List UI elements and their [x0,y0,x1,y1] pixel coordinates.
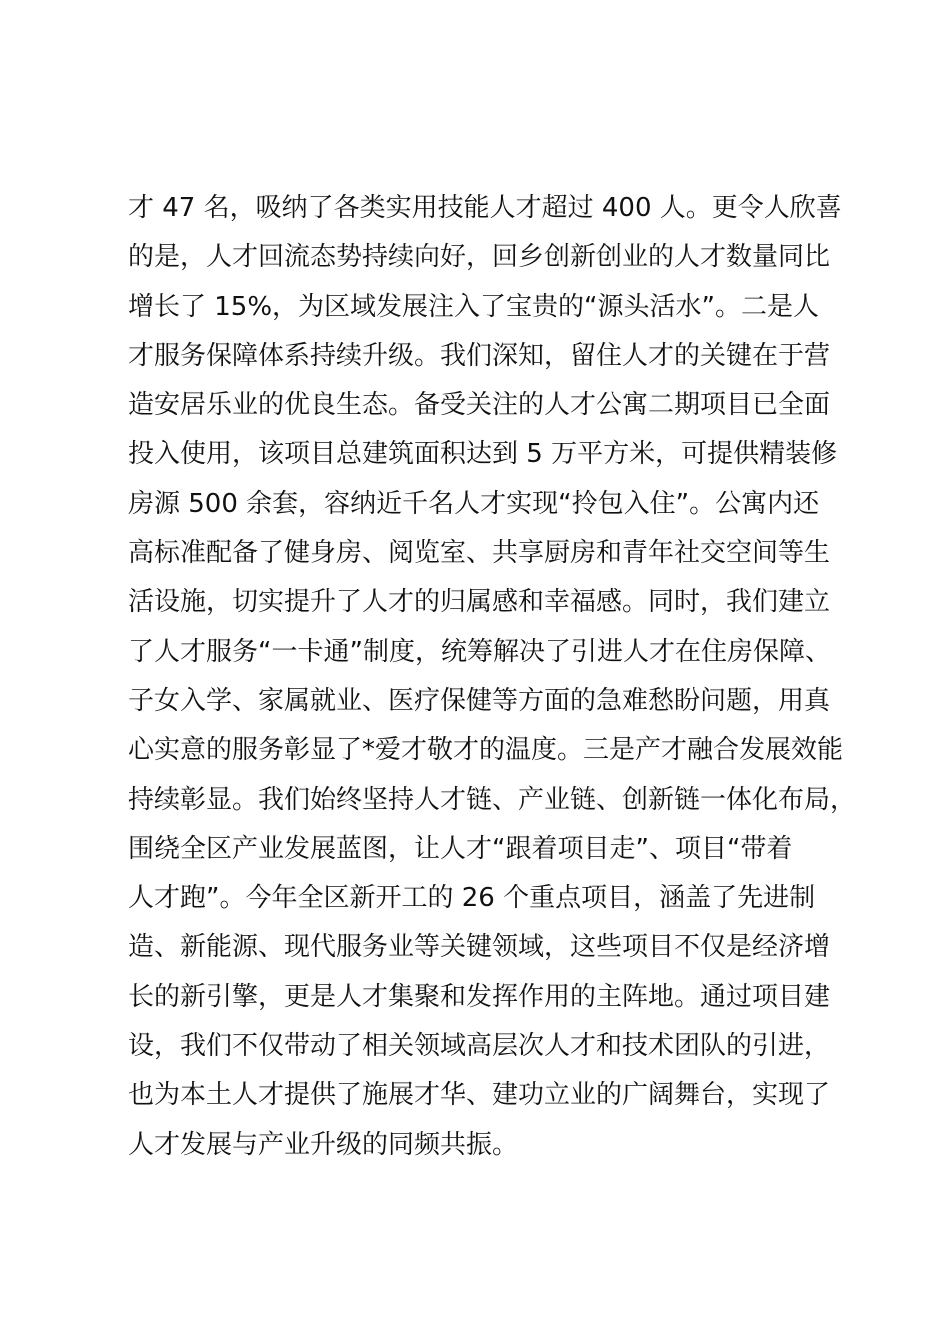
text-line: 子女入学、家属就业、医疗保健等方面的急难愁盼问题，用真 [128,685,831,716]
text-line: 的是，人才回流态势持续向好，回乡创新创业的人才数量同比 [128,242,831,273]
text-line: 持续彰显。我们始终坚持人才链、产业链、创新链一体化布局， [128,784,857,815]
text-line: 长的新引擎，更是人才集聚和发挥作用的主阵地。通过项目建 [128,981,831,1012]
text-line: 设，我们不仅带动了相关领域高层次人才和技术团队的引进， [128,1031,831,1062]
text-line: 活设施，切实提升了人才的归属感和幸福感。同时，我们建立 [128,587,831,618]
text-line: 才服务保障体系持续升级。我们深知，留住人才的关键在于营 [128,340,831,371]
text-line: 也为本土人才提供了施展才华、建功立业的广阔舞台，实现了 [128,1080,831,1111]
text-line: 高标准配备了健身房、阅览室、共享厨房和青年社交空间等生 [128,538,831,569]
text-line: 增长了 15%，为区域发展注入了宝贵的“源头活水”。二是人 [128,291,819,322]
text-line: 围绕全区产业发展蓝图，让人才“跟着项目走”、项目“带着 [128,833,793,864]
text-line: 房源 500 余套，容纳近千名人才实现“拎包入住”。公寓内还 [128,488,820,519]
text-line: 人才跑”。今年全区新开工的 26 个重点项目，涵盖了先进制 [128,883,816,914]
body-paragraph [128,184,868,1170]
text-line: 人才发展与产业升级的同频共振。 [128,1129,519,1160]
text-line: 心实意的服务彰显了*爱才敬才的温度。三是产才融合发展效能 [128,735,844,766]
text-line: 投入使用，该项目总建筑面积达到 5 万平方米，可提供精装修 [128,439,838,470]
text-line: 才 47 名，吸纳了各类实用技能人才超过 400 人。更令人欣喜 [128,193,842,223]
text-line: 造安居乐业的优良生态。备受关注的人才公寓二期项目已全面 [128,390,831,421]
text-line: 造、新能源、现代服务业等关键领域，这些项目不仅是经济增 [128,932,831,963]
text-line: 了人才服务“一卡通”制度，统筹解决了引进人才在住房保障、 [128,636,831,667]
